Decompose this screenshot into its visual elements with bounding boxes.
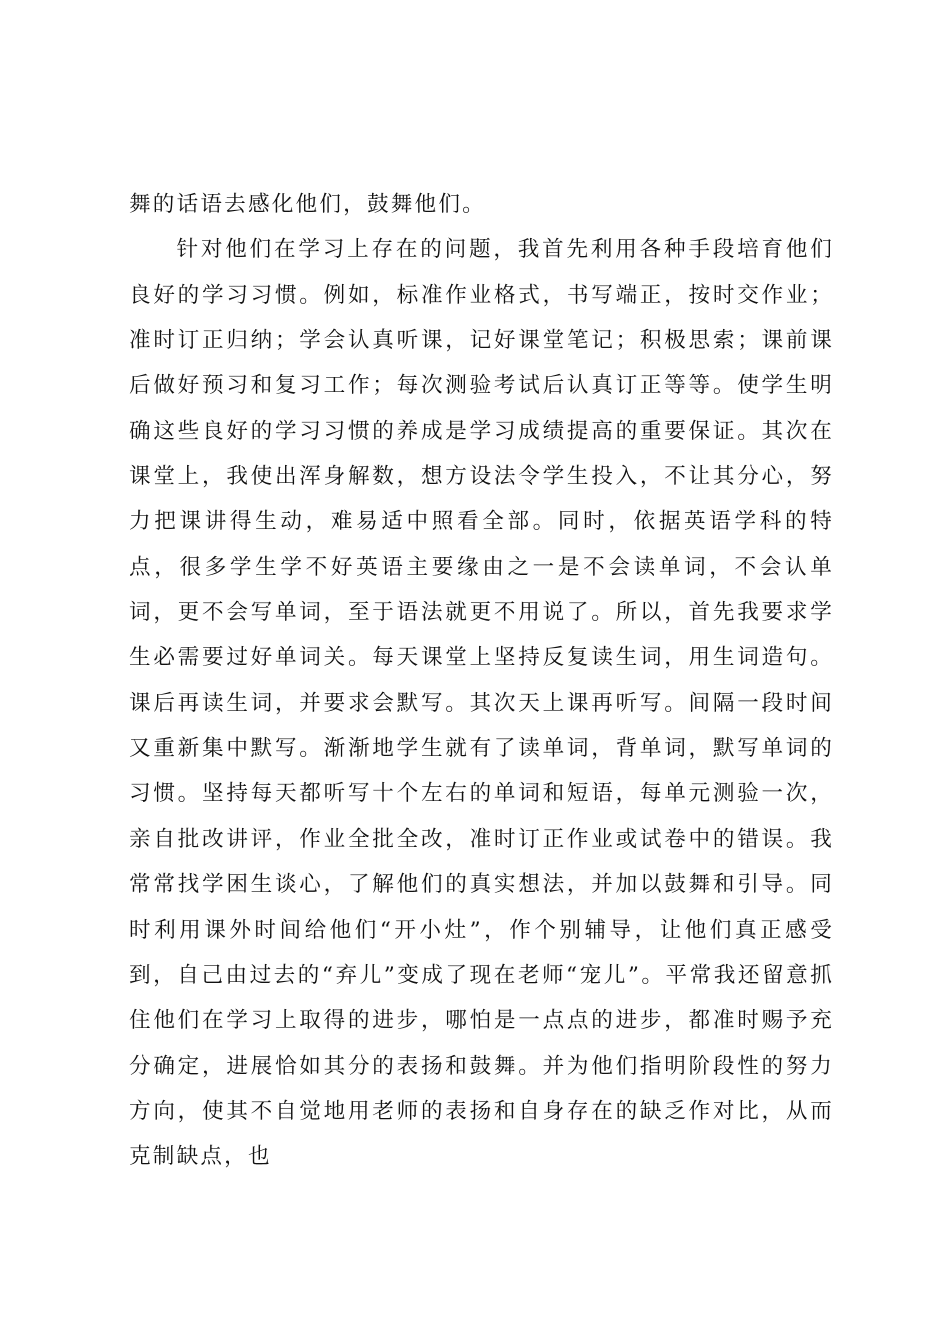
paragraph-study-habits: 针对他们在学习上存在的问题，我首先利用各种手段培育他们良好的学习习惯。例如，标准作业格式，书写端正，按时交作业；准时订正归纳；学会认真听课，记好课堂笔记；积极思索；课前课后做好预习和复习工作；每次测验考试后认真订正等等。使学生明确这些良好的学习习惯的养成是学习成绩提高的重要保证。其次在课堂上，我使出浑身解数，想方设法令学生投入，不让其分心，努力把课讲得生动，难易适中照看全部。同时，依据英语学科的特点，很多学生学不好英语主要缘由之一是不会读单词，不会认单词，更不会写单词，至于语法就更不用说了。所以，首先我要求学生必需要过好单词关。每天课堂上坚持反复读生词，用生词造句。课后再读生词，并要求会默写。其次天上课再听写。间隔一段时间又重新集中默写。渐渐地学生就有了读单词，背单词，默写单词的习惯。坚持每天都听写十个左右的单词和短语，每单元测验一次，亲自批改讲评，作业全批全改，准时订正作业或试卷中的错误。我常常找学困生谈心，了解他们的真实想法，并加以鼓舞和引导。同时利用课外时间给他们“开小灶”，作个别辅导，让他们真正感受到，自己由过去的“弃儿”变成了现在老师“宠儿”。平常我还留意抓住他们在学习上取得的进步，哪怕是一点点的进步，都准时赐予充分确定，进展恰如其分的表扬和鼓舞。并为他们指明阶段性的努力方向，使其不自觉地用老师的表扬和自身存在的缺乏作对比，从而克制缺点，也 — [129, 237, 834, 1170]
body-text — [129, 182, 834, 1180]
paragraph-continuation: 舞的话语去感化他们，鼓舞他们。 — [129, 192, 486, 217]
